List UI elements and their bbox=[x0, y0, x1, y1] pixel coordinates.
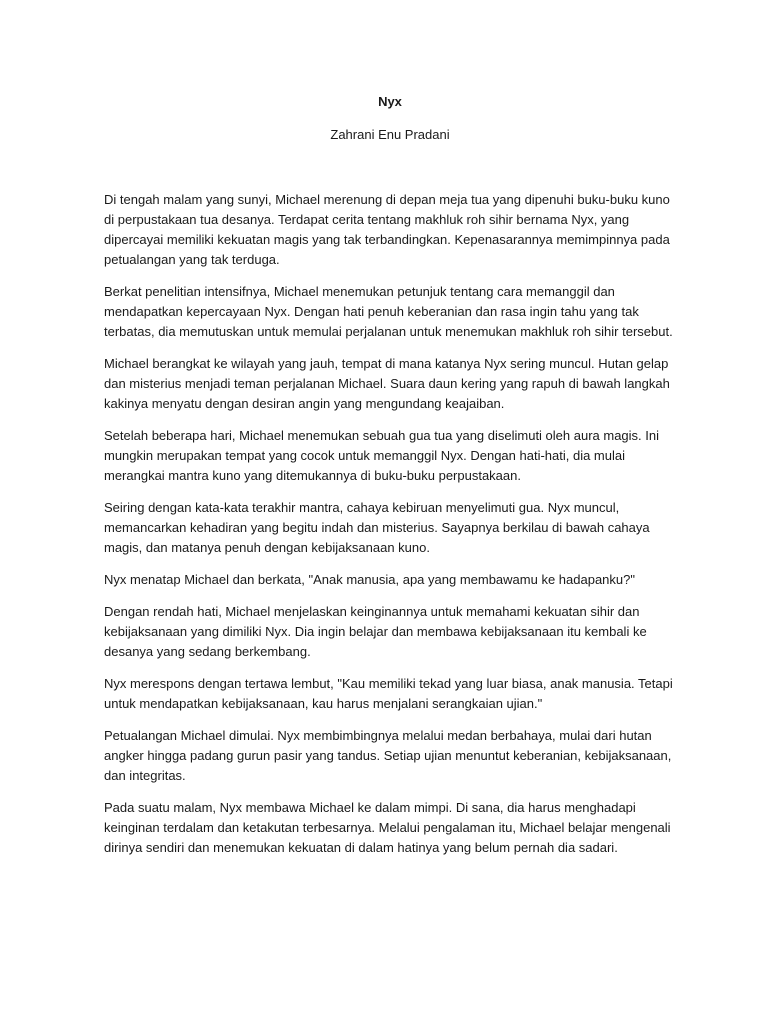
paragraph: Di tengah malam yang sunyi, Michael merenung di depan meja tua yang dipenuhi buku-buku kuno di perpustakaan tua desanya. Terdapat cerita tentang makhluk roh sihir bernama Nyx, yang dipercayai memiliki kekuatan magis yang tak terbandingkan. Kepenasarannya memimpinnya pada petualangan yang tak terduga. bbox=[104, 192, 670, 267]
paragraph: Michael berangkat ke wilayah yang jauh, tempat di mana katanya Nyx sering muncul. Hutan gelap dan misterius menjadi teman perjalanan Michael. Suara daun kering yang rapuh di bawah langkah kakinya menyatu dengan desiran angin yang mengundang keajaiban. bbox=[104, 356, 670, 411]
paragraph: Setelah beberapa hari, Michael menemukan sebuah gua tua yang diselimuti oleh aura magis. Ini mungkin merupakan tempat yang cocok untuk memanggil Nyx. Dengan hati-hati, dia mulai merangkai mantra kuno yang ditemukannya di buku-buku perpustakaan. bbox=[104, 428, 660, 483]
paragraph: Nyx merespons dengan tertawa lembut, "Kau memiliki tekad yang luar biasa, anak manusia. Tetapi untuk mendapatkan kebijaksanaan, kau harus menjalani serangkaian ujian." bbox=[104, 676, 673, 711]
paragraph: Berkat penelitian intensifnya, Michael menemukan petunjuk tentang cara memanggil dan mendapatkan kepercayaan Nyx. Dengan hati penuh keberanian dan rasa ingin tahu yang tak terbatas, dia memutuskan untuk memulai perjalanan untuk menemukan makhluk roh sihir tersebut. bbox=[104, 284, 673, 339]
paragraph: Pada suatu malam, Nyx membawa Michael ke dalam mimpi. Di sana, dia harus menghadapi keinginan terdalam dan ketakutan terbesarnya. Melalui pengalaman itu, Michael belajar mengenali dirinya sendiri dan menemukan kekuatan di dalam hatinya yang belum pernah dia sadari. bbox=[104, 800, 671, 855]
document-title: Nyx bbox=[378, 94, 402, 109]
paragraph: Dengan rendah hati, Michael menjelaskan keinginannya untuk memahami kekuatan sihir dan kebijaksanaan yang dimiliki Nyx. Dia ingin belajar dan membawa kebijaksanaan itu kembali ke desanya yang sedang berkembang. bbox=[104, 604, 647, 659]
document-body bbox=[104, 190, 680, 870]
document-author: Zahrani Enu Pradani bbox=[330, 127, 450, 142]
paragraph: Nyx menatap Michael dan berkata, "Anak manusia, apa yang membawamu ke hadapanku?" bbox=[104, 572, 635, 587]
paragraph: Seiring dengan kata-kata terakhir mantra, cahaya kebiruan menyelimuti gua. Nyx muncul, memancarkan kehadiran yang begitu indah dan misterius. Sayapnya berkilau di bawah cahaya magis, dan matanya penuh dengan kebijaksanaan kuno. bbox=[104, 500, 650, 555]
paragraph: Petualangan Michael dimulai. Nyx membimbingnya melalui medan berbahaya, mulai dari hutan angker hingga padang gurun pasir yang tandus. Setiap ujian menuntut keberanian, kebijaksanaan, dan integritas. bbox=[104, 728, 672, 783]
